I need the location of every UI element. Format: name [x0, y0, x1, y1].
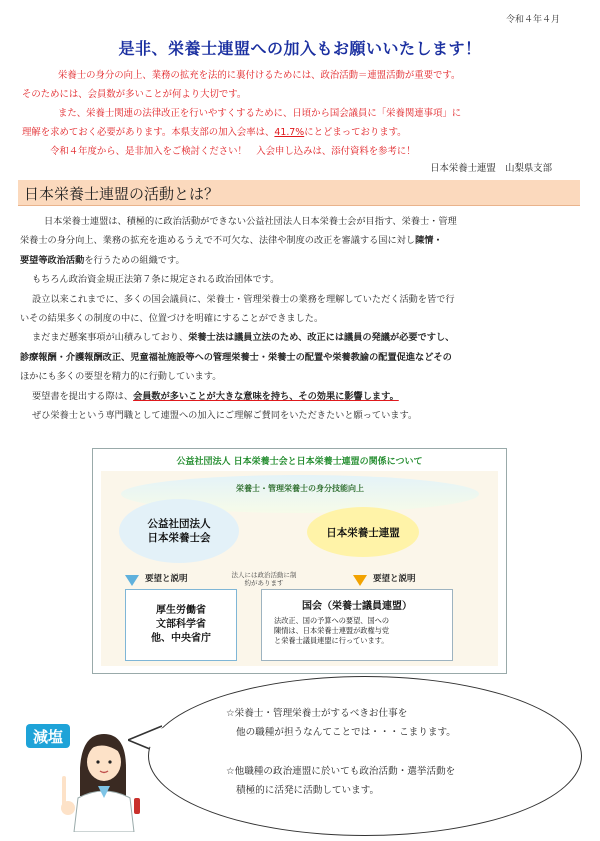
down-arrow-icon — [353, 575, 367, 586]
body-line — [32, 387, 578, 406]
body-bold: 診療報酬・介護報酬改正、児童福祉施設等への管理栄養士・栄養士の配置や栄養教諭の配置促進などその — [20, 351, 452, 363]
membership-rate: 41.7% — [274, 127, 305, 138]
request-label: 要望と説明 — [373, 574, 416, 584]
body-line: 設立以来これまでに、多くの国会議員に、栄養士・管理栄養士の業務を理解していただく活動を皆で行 — [32, 293, 455, 305]
ministries-box — [125, 589, 237, 661]
bubble-line: ☆栄養士・管理栄養士がするべきお仕事を — [226, 708, 408, 719]
bubble-line: ☆他職種の政治連盟に於いても政治活動・選挙活動を — [226, 766, 456, 777]
body-bold: 要望等政治活動 — [20, 254, 85, 266]
body-line — [20, 231, 578, 250]
org-dietetic-association — [119, 499, 239, 563]
ministry-line: 厚生労働省 — [156, 605, 206, 616]
request-label: 要望と説明 — [145, 574, 188, 584]
body-line — [32, 328, 578, 347]
restriction-note: 法人には政治活動に制約があります — [231, 571, 297, 587]
section-header — [18, 180, 580, 206]
intro-paragraph — [22, 66, 582, 161]
body-line — [20, 251, 578, 270]
diagram-panel — [101, 471, 498, 666]
intro-line: また、栄養士関連の法律改正を行いやすくするために、日頃から国会議員に「栄養関連事項」に — [58, 108, 462, 119]
eye — [96, 760, 99, 763]
org-line: 日本栄養士会 — [147, 532, 211, 544]
sign-text: 減塩 — [32, 728, 64, 746]
eye — [108, 760, 111, 763]
body-bold: 会員数が多いことが大きな意味を持ち、その効果に影響します。 — [133, 390, 399, 402]
salt-shaker-icon — [134, 798, 140, 814]
page-headline: 是非、栄養士連盟への加入もお願いいたします！ — [118, 39, 482, 58]
diagram-title: 公益社団法人 日本栄養士会と日本栄養士連盟の関係について — [176, 457, 423, 467]
body-line: ほかにも多くの要望を精力的に行動しています。 — [20, 371, 222, 383]
diet-box-title: 国会（栄養士議員連盟） — [302, 601, 412, 612]
intro-text: にとどまっております。 — [304, 127, 407, 138]
org-line: 公益社団法人 — [147, 518, 211, 530]
intro-line — [22, 123, 582, 142]
intro-line: 栄養士の身分の向上、業務の拡充を法的に裏付けるためには、政治活動＝連盟活動が重要です。 — [58, 70, 461, 81]
body-text-span: まだまだ懸案事項が山積みしており、 — [32, 332, 189, 344]
body-text-span: 栄養士の身分向上、業務の拡充を進めるうえで不可欠な、法律や制度の改正を審議する国に対し — [20, 235, 416, 247]
intro-line: そのためには、会員数が多いことが何より大切です。 — [22, 89, 247, 100]
body-line: いその結果多くの制度の中に、位置づけを明確にすることができました。 — [20, 313, 324, 325]
relationship-diagram — [92, 448, 507, 674]
pointing-finger — [62, 776, 66, 806]
diet-desc-line: と栄養士議員連盟に行っています。 — [274, 636, 389, 645]
diet-box — [261, 589, 453, 661]
dietitian-illustration — [22, 714, 142, 832]
body-text-span: を行うための組織です。 — [84, 254, 185, 266]
body-line: もちろん政治資金規正法第７条に規定される政治団体です。 — [32, 274, 280, 286]
body-line: ぜひ栄養士という専門職として連盟への加入にご理解ご賛同をいただきたいと願っています。 — [32, 410, 418, 422]
section-title: 日本栄養士連盟の活動とは？ — [24, 185, 220, 203]
body-text — [20, 212, 578, 425]
bubble-text — [226, 704, 456, 800]
body-line: 日本栄養士連盟は、積極的に政治活動ができない公益社団法人日本栄養士会が目指す、栄養士・管理 — [44, 216, 457, 227]
body-line — [20, 348, 578, 367]
salt-reduction-sign — [26, 724, 70, 748]
down-arrow-icon — [125, 575, 139, 586]
diet-desc-line: 法改正、国の予算への要望、国への — [274, 616, 390, 625]
org-dietitian-league: 日本栄養士連盟 — [307, 507, 419, 557]
ribbon-label: 栄養士・管理栄養士の身分技能向上 — [236, 484, 364, 493]
ministry-line: 他、中央省庁 — [151, 633, 211, 644]
body-text-span: 要望書を提出する際は、 — [32, 390, 134, 402]
ministry-line: 文部科学省 — [156, 619, 206, 630]
bubble-line: 他の職種が担うなんてことでは・・・こまります。 — [236, 727, 456, 738]
diet-box-desc — [262, 612, 452, 646]
bubble-line: 積極的に活発に活動しています。 — [236, 785, 380, 796]
signature: 日本栄養士連盟 山梨県支部 — [430, 163, 552, 174]
issue-date: 令和４年４月 — [505, 15, 560, 25]
diet-desc-line: 陳情は、日本栄養士連盟が政権与党 — [274, 626, 390, 635]
body-bold: 栄養士法は議員立法のため、改正には議員の発議が必要ですし、 — [188, 332, 455, 344]
body-bold: 陳情・ — [415, 235, 443, 247]
intro-text: 理解を求めておく必要があります。本県支部の加入会率は、 — [22, 127, 275, 138]
intro-line: 令和４年度から、是非加入をご検討ください！ 入会申し込みは、添付資料を参考に！ — [50, 146, 416, 157]
